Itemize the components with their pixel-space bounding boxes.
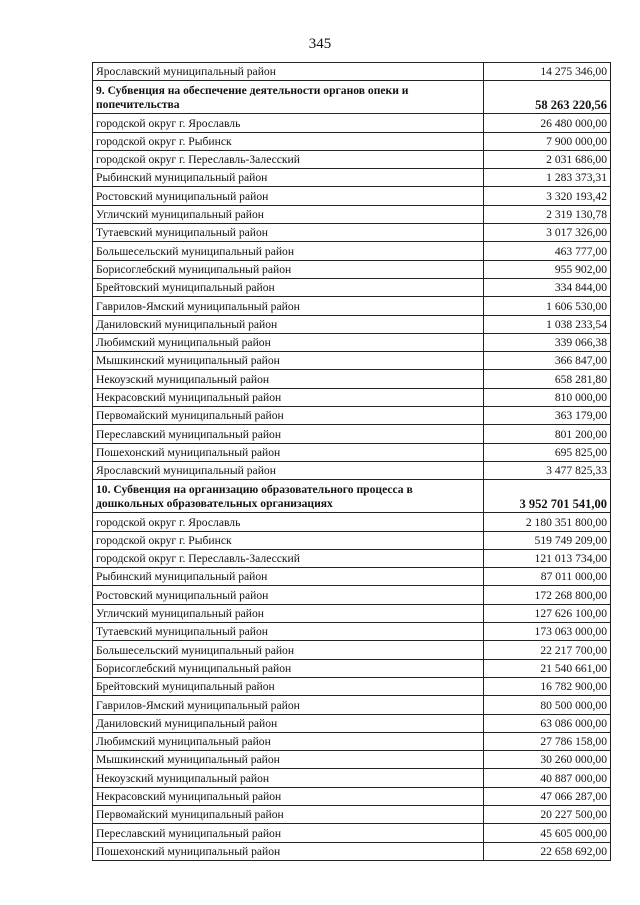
- table-row: [93, 805, 611, 823]
- municipality-name: Гаврилов-Ямский муниципальный район: [93, 297, 484, 315]
- table-row: [93, 425, 611, 443]
- amount-cell: 363 179,00: [484, 407, 611, 425]
- table-row: [93, 260, 611, 278]
- budget-table-body: [93, 63, 611, 861]
- amount-cell: 172 268 800,00: [484, 586, 611, 604]
- amount-cell: 3 017 326,00: [484, 224, 611, 242]
- section-total-amount: 58 263 220,56: [484, 81, 611, 114]
- table-row: [93, 224, 611, 242]
- amount-cell: 14 275 346,00: [484, 63, 611, 81]
- section-title: 9. Субвенция на обеспечение деятельности органов опеки и попечительства: [93, 81, 484, 114]
- municipality-name: городской округ г. Переславль-Залесский: [93, 549, 484, 567]
- amount-cell: 801 200,00: [484, 425, 611, 443]
- municipality-name: Ярославский муниципальный район: [93, 63, 484, 81]
- table-row: [93, 623, 611, 641]
- amount-cell: 695 825,00: [484, 443, 611, 461]
- table-row: [93, 333, 611, 351]
- municipality-name: Первомайский муниципальный район: [93, 407, 484, 425]
- municipality-name: Тутаевский муниципальный район: [93, 623, 484, 641]
- municipality-name: Угличский муниципальный район: [93, 604, 484, 622]
- municipality-name: городской округ г. Ярославль: [93, 114, 484, 132]
- amount-cell: 121 013 734,00: [484, 549, 611, 567]
- municipality-name: Некрасовский муниципальный район: [93, 388, 484, 406]
- municipality-name: Пошехонский муниципальный район: [93, 443, 484, 461]
- table-row: [93, 787, 611, 805]
- table-row: [93, 604, 611, 622]
- municipality-name: Большесельский муниципальный район: [93, 641, 484, 659]
- municipality-name: Рыбинский муниципальный район: [93, 568, 484, 586]
- municipality-name: городской округ г. Ярославль: [93, 513, 484, 531]
- table-row: [93, 407, 611, 425]
- municipality-name: Гаврилов-Ямский муниципальный район: [93, 696, 484, 714]
- municipality-name: Тутаевский муниципальный район: [93, 224, 484, 242]
- table-row: [93, 150, 611, 168]
- municipality-name: Борисоглебский муниципальный район: [93, 260, 484, 278]
- table-row: [93, 824, 611, 842]
- amount-cell: 1 283 373,31: [484, 169, 611, 187]
- amount-cell: 63 086 000,00: [484, 714, 611, 732]
- table-row: [93, 696, 611, 714]
- municipality-name: Переславский муниципальный район: [93, 824, 484, 842]
- amount-cell: 463 777,00: [484, 242, 611, 260]
- municipality-name: Ростовский муниципальный район: [93, 187, 484, 205]
- page-number: 345: [308, 36, 332, 52]
- municipality-name: Мышкинский муниципальный район: [93, 352, 484, 370]
- municipality-name: Брейтовский муниципальный район: [93, 278, 484, 296]
- municipality-name: Первомайский муниципальный район: [93, 805, 484, 823]
- amount-cell: 366 847,00: [484, 352, 611, 370]
- table-row: [93, 513, 611, 531]
- municipality-name: Пошехонский муниципальный район: [93, 842, 484, 860]
- amount-cell: 1 038 233,54: [484, 315, 611, 333]
- amount-cell: 127 626 100,00: [484, 604, 611, 622]
- table-row: [93, 370, 611, 388]
- amount-cell: 2 319 130,78: [484, 205, 611, 223]
- table-row: [93, 114, 611, 132]
- municipality-name: Мышкинский муниципальный район: [93, 751, 484, 769]
- budget-table: [92, 62, 611, 861]
- amount-cell: 16 782 900,00: [484, 677, 611, 695]
- municipality-name: Брейтовский муниципальный район: [93, 677, 484, 695]
- municipality-name: Любимский муниципальный район: [93, 333, 484, 351]
- municipality-name: Ростовский муниципальный район: [93, 586, 484, 604]
- municipality-name: городской округ г. Рыбинск: [93, 132, 484, 150]
- table-row: [93, 315, 611, 333]
- table-row: [93, 352, 611, 370]
- table-row: [93, 677, 611, 695]
- section-total-amount: 3 952 701 541,00: [484, 480, 611, 513]
- municipality-name: Даниловский муниципальный район: [93, 714, 484, 732]
- amount-cell: 3 320 193,42: [484, 187, 611, 205]
- table-row: [93, 187, 611, 205]
- amount-cell: 334 844,00: [484, 278, 611, 296]
- table-row: [93, 568, 611, 586]
- amount-cell: 30 260 000,00: [484, 751, 611, 769]
- municipality-name: Рыбинский муниципальный район: [93, 169, 484, 187]
- municipality-name: городской округ г. Рыбинск: [93, 531, 484, 549]
- municipality-name: Борисоглебский муниципальный район: [93, 659, 484, 677]
- municipality-name: Некрасовский муниципальный район: [93, 787, 484, 805]
- amount-cell: 22 658 692,00: [484, 842, 611, 860]
- table-row: [93, 586, 611, 604]
- amount-cell: 20 227 500,00: [484, 805, 611, 823]
- amount-cell: 87 011 000,00: [484, 568, 611, 586]
- amount-cell: 40 887 000,00: [484, 769, 611, 787]
- table-row: [93, 769, 611, 787]
- municipality-name: Даниловский муниципальный район: [93, 315, 484, 333]
- table-row: [93, 169, 611, 187]
- municipality-name: городской округ г. Переславль-Залесский: [93, 150, 484, 168]
- amount-cell: 1 606 530,00: [484, 297, 611, 315]
- amount-cell: 3 477 825,33: [484, 461, 611, 479]
- table-row: [93, 242, 611, 260]
- municipality-name: Ярославский муниципальный район: [93, 461, 484, 479]
- section-header-row: [93, 81, 611, 114]
- municipality-name: Некоузский муниципальный район: [93, 769, 484, 787]
- section-header-row: [93, 480, 611, 513]
- amount-cell: 27 786 158,00: [484, 732, 611, 750]
- amount-cell: 519 749 209,00: [484, 531, 611, 549]
- amount-cell: 339 066,38: [484, 333, 611, 351]
- table-row: [93, 132, 611, 150]
- table-row: [93, 461, 611, 479]
- amount-cell: 22 217 700,00: [484, 641, 611, 659]
- table-row: [93, 751, 611, 769]
- amount-cell: 7 900 000,00: [484, 132, 611, 150]
- amount-cell: 26 480 000,00: [484, 114, 611, 132]
- table-row: [93, 659, 611, 677]
- amount-cell: 2 031 686,00: [484, 150, 611, 168]
- amount-cell: 2 180 351 800,00: [484, 513, 611, 531]
- municipality-name: Любимский муниципальный район: [93, 732, 484, 750]
- amount-cell: 173 063 000,00: [484, 623, 611, 641]
- table-row: [93, 549, 611, 567]
- municipality-name: Переславский муниципальный район: [93, 425, 484, 443]
- table-row: [93, 297, 611, 315]
- table-row: [93, 714, 611, 732]
- table-row: [93, 63, 611, 81]
- amount-cell: 80 500 000,00: [484, 696, 611, 714]
- table-row: [93, 388, 611, 406]
- table-row: [93, 205, 611, 223]
- municipality-name: Большесельский муниципальный район: [93, 242, 484, 260]
- table-row: [93, 443, 611, 461]
- amount-cell: 21 540 661,00: [484, 659, 611, 677]
- section-title: 10. Субвенция на организацию образовательного процесса в дошкольных образовательных организациях: [93, 480, 484, 513]
- municipality-name: Угличский муниципальный район: [93, 205, 484, 223]
- table-row: [93, 641, 611, 659]
- table-row: [93, 531, 611, 549]
- table-row: [93, 732, 611, 750]
- amount-cell: 658 281,80: [484, 370, 611, 388]
- amount-cell: 45 605 000,00: [484, 824, 611, 842]
- amount-cell: 47 066 287,00: [484, 787, 611, 805]
- amount-cell: 955 902,00: [484, 260, 611, 278]
- municipality-name: Некоузский муниципальный район: [93, 370, 484, 388]
- table-row: [93, 842, 611, 860]
- amount-cell: 810 000,00: [484, 388, 611, 406]
- table-row: [93, 278, 611, 296]
